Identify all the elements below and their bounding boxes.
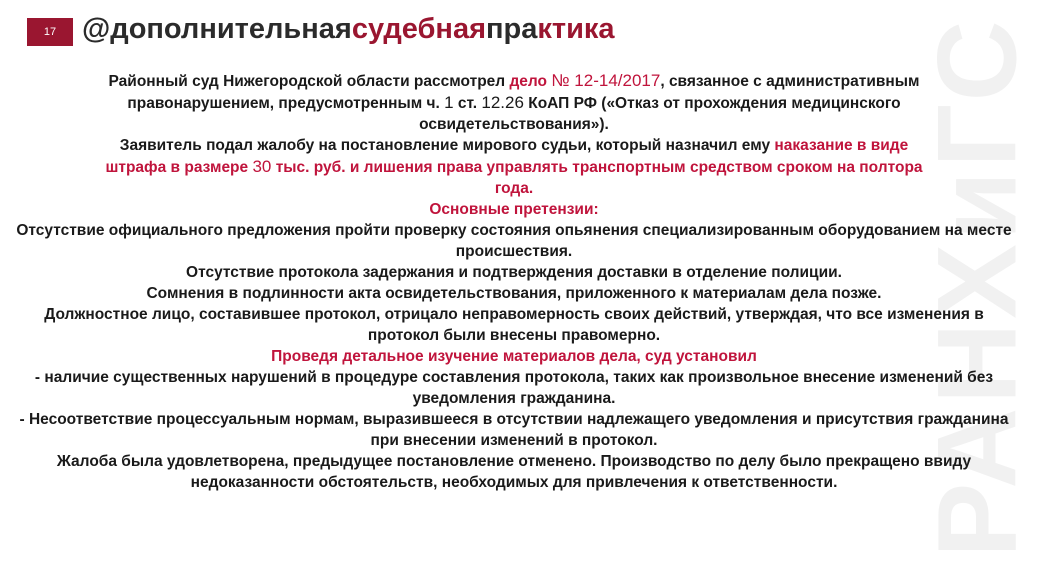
- p1-d: , связанное с административным правонарушением, предусмотренным ч.: [127, 73, 920, 112]
- article-part: 1: [444, 93, 454, 112]
- claim-item: Отсутствие официального предложения пройти проверку состояния опьянения специализированным оборудованием на месте происшествия.: [16, 222, 1012, 260]
- slide-number-badge: [27, 18, 73, 46]
- penalty-text-b: тыс. руб. и лишения права управлять транспортным средством сроком на полтора года.: [271, 159, 923, 197]
- p2-a: Заявитель подал жалобу на постановление мирового судьи, который назначил ему: [119, 137, 775, 154]
- finding-text: Несоответствие процессуальным нормам, выразившееся в отсутствии надлежащего уведомления и присутствия гражданина при внесении изменений в протокол.: [28, 411, 1009, 449]
- complaint-paragraph: [8, 135, 1020, 199]
- finding-text: наличие существенных нарушений в процедуре составления протокола, таких как произвольное внесение изменений без уведомления гражданина.: [44, 369, 994, 407]
- case-number: № 12-14/2017: [551, 71, 661, 90]
- finding-dash: -: [19, 411, 29, 428]
- title-part-2: судебная: [351, 13, 486, 45]
- article-number: 12.26: [481, 93, 524, 112]
- claim-item: Сомнения в подлинности акта освидетельствования, приложенного к материалам дела позже.: [146, 285, 882, 302]
- case-description: [8, 70, 1020, 493]
- fine-amount: 30: [252, 157, 272, 176]
- claim-item: Отсутствие протокола задержания и подтверждения доставки в отделение полиции.: [186, 264, 842, 281]
- case-word: дело: [509, 73, 552, 90]
- title-part-1: дополнительная: [110, 13, 352, 45]
- case-outcome: Жалоба была удовлетворена, предыдущее постановление отменено. Производство по делу было прекращено ввиду недоказанности обстоятельств, необходимых для привлечения к ответственности.: [56, 453, 972, 491]
- watermark-text: РАНХиГС: [914, 16, 1039, 558]
- official-position: Должностное лицо, составившее протокол, отрицало неправомерность своих действий, утверждая, что все изменения в протокол были внесены правомерно.: [44, 306, 984, 344]
- main-claims-heading: Основные претензии:: [429, 201, 599, 218]
- penalty-text-a: наказание в виде штрафа в размере: [105, 137, 909, 176]
- case-intro-paragraph: [8, 70, 1020, 135]
- slide-number: 17: [43, 26, 57, 38]
- p1-f: ст.: [453, 95, 482, 112]
- page-title: [82, 6, 627, 53]
- p1-a: Районный суд Нижегородской области рассмотрел: [108, 73, 510, 90]
- finding-item: [8, 409, 1020, 451]
- court-findings-heading: Проведя детальное изучение материалов дела, суд установил: [271, 348, 757, 365]
- title-prefix: @: [82, 13, 111, 45]
- p1-h: КоАП РФ («Отказ от прохождения медицинского освидетельствования»).: [419, 95, 901, 133]
- finding-dash: -: [34, 369, 45, 386]
- title-part-4: ктика: [537, 13, 615, 45]
- finding-item: [8, 367, 1020, 409]
- title-part-3: пра: [486, 13, 538, 45]
